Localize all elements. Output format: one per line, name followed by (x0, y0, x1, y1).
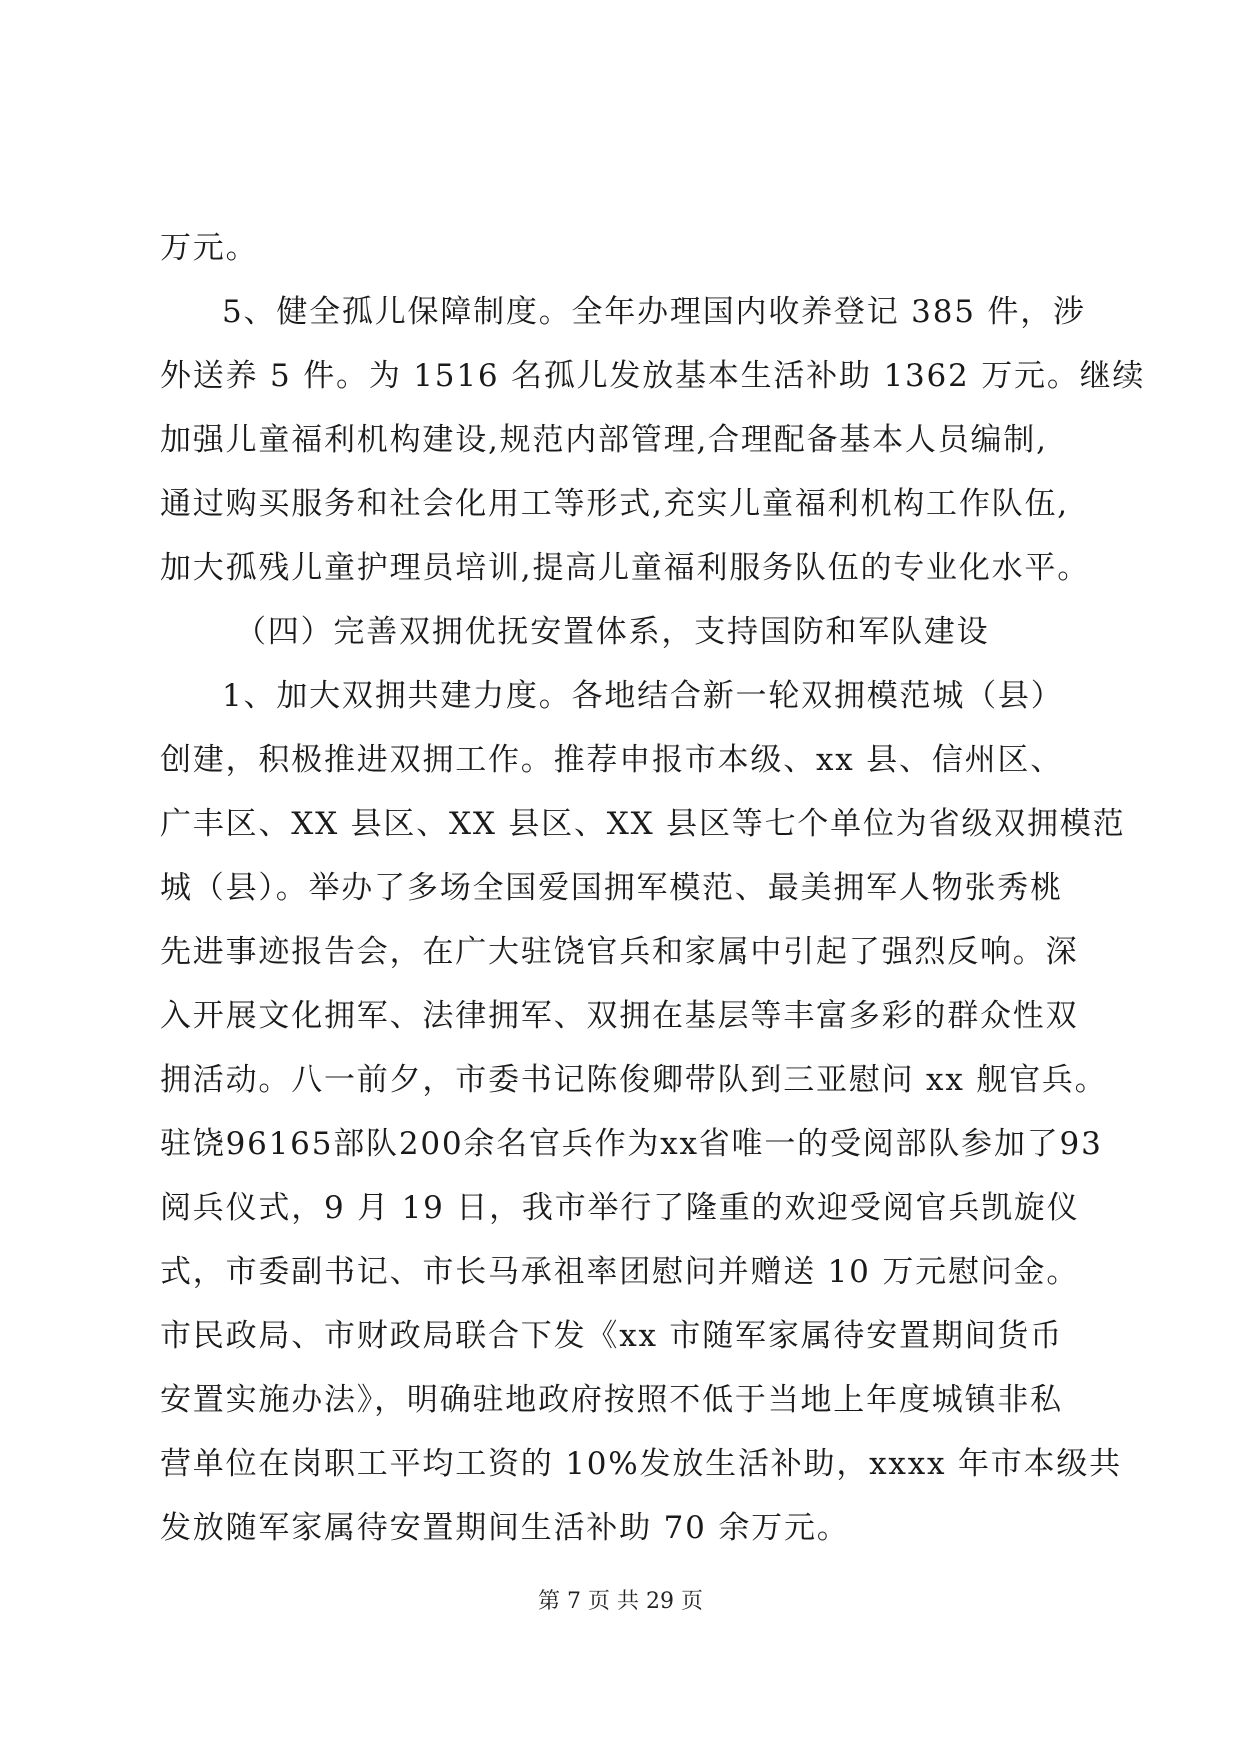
text-line: 加强儿童福利机构建设,规范内部管理,合理配备基本人员编制, (160, 422, 1048, 458)
text-line: 营单位在岗职工平均工资的 10%发放生活补助，xxxx 年市本级共 (160, 1446, 1122, 1482)
text-line: 安置实施办法》，明确驻地政府按照不低于当地上年度城镇非私 (160, 1382, 1063, 1418)
text-line: 市民政局、市财政局联合下发《xx 市随军家属待安置期间货币 (160, 1318, 1064, 1354)
text-line: 通过购买服务和社会化用工等形式,充实儿童福利机构工作队伍, (160, 486, 1069, 522)
text-line: 阅兵仪式，9 月 19 日，我市举行了隆重的欢迎受阅官兵凯旋仪 (160, 1190, 1080, 1226)
text-line: 创建，积极推进双拥工作。推荐申报市本级、xx 县、信州区、 (160, 742, 1064, 778)
text-line: 广丰区、XX 县区、XX 县区、XX 县区等七个单位为省级双拥模范 (160, 806, 1126, 842)
text-line: 城（县）。举办了多场全国爱国拥军模范、最美拥军人物张秀桃 (160, 870, 1063, 906)
text-line: 式，市委副书记、市长马承祖率团慰问并赠送 10 万元慰问金。 (160, 1254, 1080, 1290)
text-line: 拥活动。八一前夕，市委书记陈俊卿带队到三亚慰问 xx 舰官兵。 (160, 1062, 1108, 1098)
text-line: 入开展文化拥军、法律拥军、双拥在基层等丰富多彩的群众性双 (160, 998, 1079, 1034)
paragraph-double-support: 1、加大双拥共建力度。各地结合新一轮双拥模范城（县） (222, 678, 1064, 714)
text-line: 外送养 5 件。为 1516 名孤儿发放基本生活补助 1362 万元。继续 (160, 358, 1146, 394)
paragraph-orphan-protection: 5、健全孤儿保障制度。全年办理国内收养登记 385 件，涉 (222, 294, 1086, 330)
text-line: 先进事迹报告会，在广大驻饶官兵和家属中引起了强烈反响。深 (160, 934, 1079, 970)
text-line: 驻饶96165部队200余名官兵作为xx省唯一的受阅部队参加了93 (160, 1126, 1103, 1162)
section-heading: （四）完善双拥优抚安置体系，支持国防和军队建设 (235, 614, 990, 650)
text-line: 加大孤残儿童护理员培训,提高儿童福利服务队伍的专业化水平。 (160, 550, 1091, 586)
text-line: 万元。 (160, 230, 259, 266)
page-footer: 第 7 页 共 29 页 (538, 1589, 703, 1614)
text-line: 发放随军家属待安置期间生活补助 70 余万元。 (160, 1510, 850, 1546)
